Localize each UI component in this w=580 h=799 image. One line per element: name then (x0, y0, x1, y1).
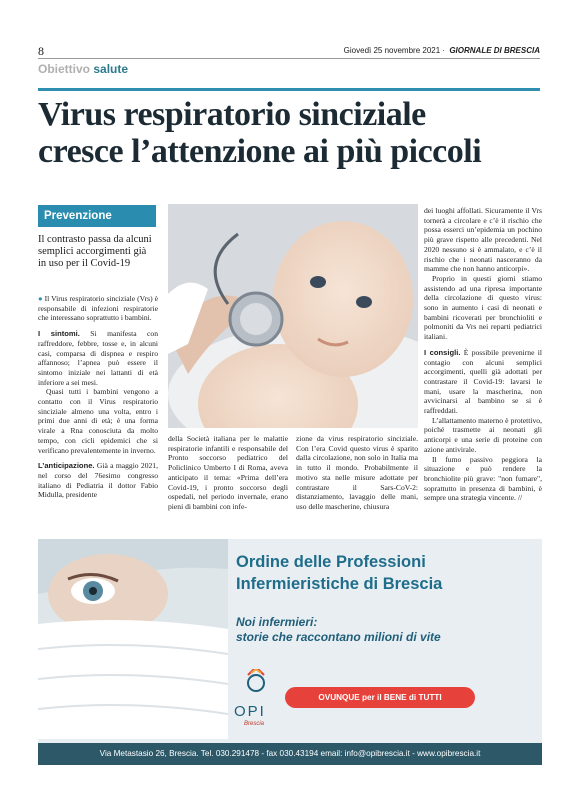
header-rule (38, 58, 540, 59)
prevention-box: Prevenzione (38, 205, 156, 227)
ad-slogan-line-1: Noi infermieri: (236, 615, 318, 629)
ad-slogan (236, 615, 441, 645)
symptoms-label: I sintomi. (38, 329, 80, 339)
anticipation-paragraph: L’anticipazione. Già a maggio 2021, nel corso del 76esimo congresso italiano di Pediatria il dottor Fabio Midulla, presidente (38, 461, 158, 500)
column-2-paragraph: della Società italiana per le malattie respiratorie infantili e responsabile del Pronto soccorso pediatrico del Policlinico Umberto I di Roma, aveva anticipato il tema: «Prima dell’era Covid-19, i pronto soccorso degli ospedali, nel periodo invernale, erano pieni di bambini con infe- (168, 434, 288, 511)
section-label (38, 62, 128, 76)
headline (38, 96, 548, 170)
column-4-paragraph-1: dei luoghi affollati. Sicuramente il Vrs tornerà a circolare e c’è il rischio che possa esserci un’epidemia un pochino più grave rispetto alle precedenti. Nel 2020 nessuno si è ammalato, e c’è il rischio che i neonati nasceranno da mamme che non hanno anticorpi». (424, 206, 542, 274)
advice-label: I consigli. (424, 347, 461, 357)
ad-title (236, 551, 442, 595)
anticipation-label: L’anticipazione. (38, 461, 95, 471)
advertisement[interactable] (38, 539, 542, 765)
column-3-paragraph: zione da virus respiratorio sinciziale. Con l’era Covid questo virus è sparito dalla circolazione, non solo in Italia ma in tutto il mondo. Probabilmente il motivo sta nelle misure adottate per contrastare il Sars-CoV-2: distanziamento, lavaggio delle mani, uso delle mascherine, chiusura (296, 434, 418, 511)
ad-cta-button[interactable]: OVUNQUE per il BENE di TUTTI (285, 687, 475, 708)
smoking-paragraph: Il fumo passivo peggiora la situazione e può rendere la bronchiolite più grave: "non fumare", soprattutto in presenza di bambini, è sempre una strategia vincente. // (424, 454, 542, 503)
column-4-paragraph-2: Proprio in questi giorni stiamo assistendo ad una ripresa importante della circolazione di questo virus: sono in aumento i casi di neonati e bambini ricoverati per bronchioliti e polmoniti da Vrs nei reparti pediatrici italiani. (424, 273, 542, 342)
title-bar (38, 88, 540, 91)
header-separator: · (442, 46, 446, 55)
issue-date: Giovedì 25 novembre 2021 (343, 46, 441, 55)
symptoms-paragraph: I sintomi. Si manifesta con raffreddore, febbre, tosse e, in alcuni casi, comparsa di dispnea e respiro affannoso; l’apnea può essere il sintomo iniziale nei lattanti di età inferiore a sei mesi. (38, 329, 158, 387)
breastfeeding-paragraph: L’allattamento materno è protettivo, poiché trasmette ai neonati gli anticorpi e una serie di proteine con azione antivirale. (424, 415, 542, 454)
page-number: 8 (38, 44, 44, 58)
article-column-3 (296, 434, 418, 512)
headline-line-2: cresce l’attenzione ai più piccoli (38, 133, 482, 170)
ad-title-line-2: Infermieristiche di Brescia (236, 575, 443, 593)
opi-logo-subtext: Brescia (244, 721, 265, 727)
subhead: Il contrasto passa da alcuni semplici accorgimenti già in uso per il Covid-19 (38, 234, 152, 269)
ad-slogan-line-2: storie che raccontano milioni di vite (236, 630, 441, 644)
baby-stethoscope-image (168, 204, 418, 428)
advice-paragraph: I consigli. È possibile prevenirne il contagio con alcuni semplici accorgimenti, quelli già adottati per contrastare il Covid-19: lavarsi le mani, usare la mascherina, non avvicinarsi al bambino se si è raffreddati. (424, 347, 542, 416)
article-column-1 (38, 294, 158, 500)
contact-paragraph: Quasi tutti i bambini vengono a contatto con il Virus respiratorio sinciziale almeno una volta, entro i primi due anni di età; è una forma virale a Rna conosciuta da molto tempo, con cicli epidemici che si verificano prevalentemente in inverno. (38, 387, 158, 455)
article-column-2 (168, 434, 288, 512)
headline-line-1: Virus respiratorio sinciziale (38, 96, 426, 133)
masthead (344, 46, 540, 55)
baby-photo (168, 204, 418, 428)
ad-footer-contacts: Via Metastasio 26, Brescia. Tel. 030.291478 - fax 030.43194 email: info@opibrescia.it - www.opibrescia.it (38, 743, 542, 765)
ad-title-line-1: Ordine delle Professioni (236, 553, 426, 571)
lead-paragraph: ● Il Virus respiratorio sinciziale (Vrs) è responsabile di infezioni respiratorie che interessano soprattutto i bambini. (38, 294, 158, 323)
opi-logo-text: OPI (234, 703, 266, 720)
section-subcategory: salute (93, 62, 129, 76)
paper-name: GIORNALE DI BRESCIA (449, 46, 540, 55)
section-category: Obiettivo (38, 62, 91, 76)
article-column-4 (424, 206, 542, 503)
nurse-face-image (38, 539, 228, 739)
bullet-icon: ● (38, 294, 43, 303)
